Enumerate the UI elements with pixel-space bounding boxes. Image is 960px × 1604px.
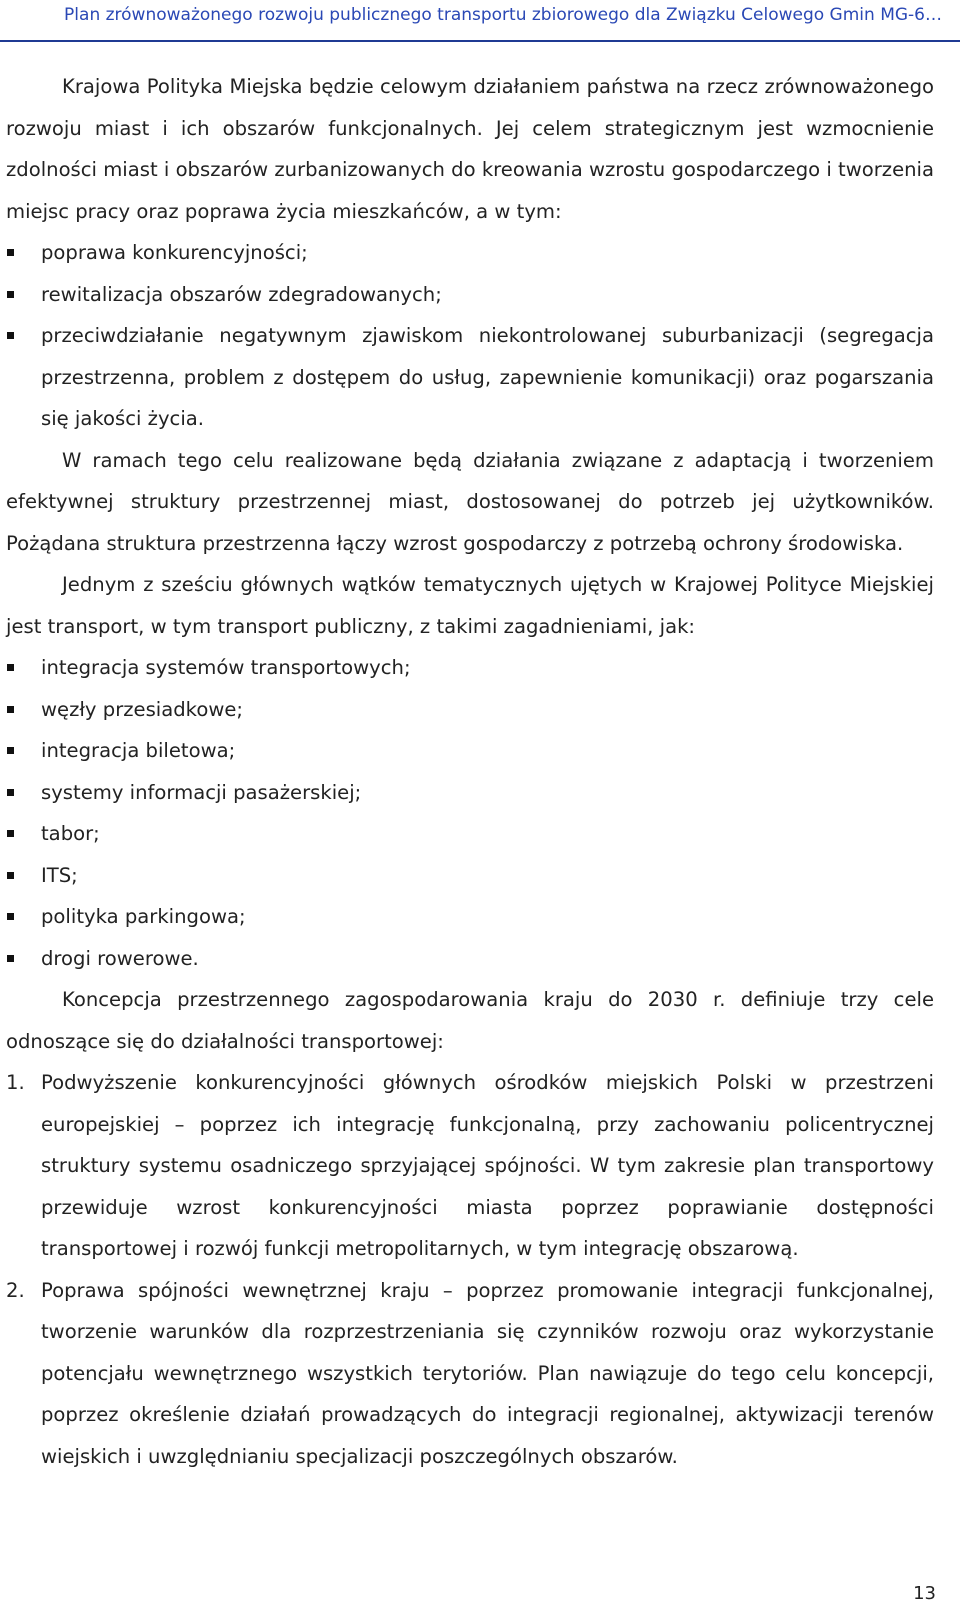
item-text: Podwyższenie konkurencyjności głównych ośrodków miejskich Polski w przestrzeni europejskiej – poprzez ich integrację funkcjonalną, przy zachowaniu policentrycznej struktury systemu osadniczego sprzyjającej spójności. W tym zakresie plan transportowy przewiduje wzrost konkurencyjności miasta poprzez poprawianie dostępności transportowej i rozwój funkcji metropolitarnych, w tym integrację obszarową.	[41, 1071, 934, 1260]
document-body	[6, 66, 934, 1477]
bullet-list-transport	[6, 647, 934, 979]
header-title: Plan zrównoważonego rozwoju publicznego transportu zbiorowego dla Związku Celowego Gmin MG-6…	[64, 5, 942, 25]
item-number: 2.	[6, 1278, 25, 1302]
list-item: integracja systemów transportowych;	[6, 647, 934, 689]
paragraph-concept: Koncepcja przestrzennego zagospodarowania kraju do 2030 r. definiuje trzy cele odnoszące się do działalności transportowej:	[6, 988, 934, 1053]
list-item: drogi rowerowe.	[6, 938, 934, 980]
paragraph-intro: Krajowa Polityka Miejska będzie celowym działaniem państwa na rzecz zrównoważonego rozwoju miast i ich obszarów funkcjonalnych. Jej celem strategicznym jest wzmocnienie zdolności miast i obszarów zurbanizowanych do kreowania wzrostu gospodarczego i tworzenia miejsc pracy oraz poprawa życia mieszkańców, a w tym:	[6, 75, 934, 223]
list-item: węzły przesiadkowe;	[6, 689, 934, 731]
page-number: 13	[913, 1583, 936, 1604]
list-item: tabor;	[6, 813, 934, 855]
paragraph-structure: W ramach tego celu realizowane będą działania związane z adaptacją i tworzeniem efektywnej struktury przestrzennej miast, dostosowanej do potrzeb jej użytkowników. Pożądana struktura przestrzenna łączy wzrost gospodarczy z potrzebą ochrony środowiska.	[6, 448, 934, 555]
list-item: integracja biletowa;	[6, 730, 934, 772]
list-item: rewitalizacja obszarów zdegradowanych;	[6, 274, 934, 316]
paragraph-transport: Jednym z sześciu głównych wątków tematycznych ujętych w Krajowej Polityce Miejskiej jest transport, w tym transport publiczny, z takimi zagadnieniami, jak:	[6, 573, 934, 638]
bullet-list-goals	[6, 232, 934, 440]
numbered-item	[6, 1062, 934, 1270]
list-item: przeciwdziałanie negatywnym zjawiskom niekontrolowanej suburbanizacji (segregacja przestrzenna, problem z dostępem do usług, zapewnienie komunikacji) oraz pogarszania się jakości życia.	[6, 315, 934, 440]
page-header	[0, 0, 960, 42]
item-text: Poprawa spójności wewnętrznej kraju – poprzez promowanie integracji funkcjonalnej, tworzenie warunków dla rozprzestrzeniania się czynników rozwoju oraz wykorzystanie potencjału wewnętrznego wszystkich terytoriów. Plan nawiązuje do tego celu koncepcji, poprzez określenie działań prowadzących do integracji regionalnej, aktywizacji terenów wiejskich i uwzględnianiu specjalizacji poszczególnych obszarów.	[41, 1278, 934, 1468]
numbered-list-goals	[6, 1062, 934, 1477]
numbered-item	[6, 1270, 934, 1478]
list-item: ITS;	[6, 855, 934, 897]
item-number: 1.	[6, 1071, 25, 1094]
list-item: polityka parkingowa;	[6, 896, 934, 938]
list-item: poprawa konkurencyjności;	[6, 232, 934, 274]
list-item: systemy informacji pasażerskiej;	[6, 772, 934, 814]
